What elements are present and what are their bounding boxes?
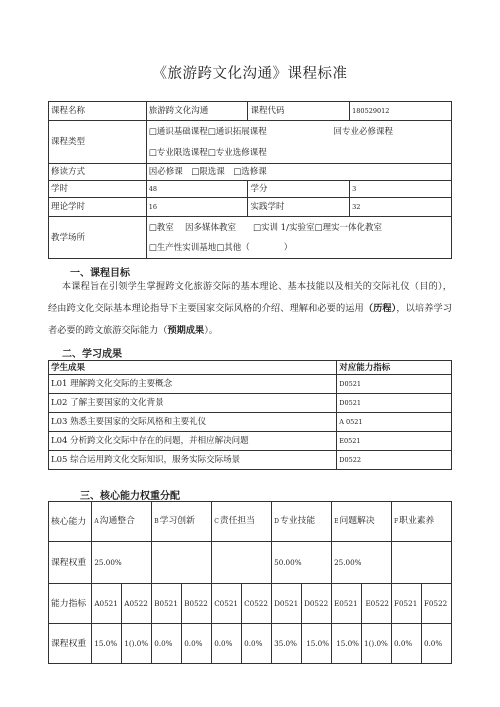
course-info-table	[48, 101, 452, 259]
course-type-label: 课程类型	[49, 121, 147, 164]
indicator-cell: F0522	[421, 584, 451, 624]
weight-f	[391, 542, 451, 584]
weight-detail-cell: 0.0%	[212, 624, 242, 664]
objective-text-d: 预期成果	[167, 325, 205, 336]
outcome-row-text: L04 分析跨文化交际中存在的问题，并相应解决问题	[49, 432, 337, 451]
outcome-row-code: D0522	[337, 451, 452, 470]
indicator-cell: A0521	[92, 584, 122, 624]
course-weight-detail-label: 课程权重	[49, 624, 92, 664]
core-ability-weight-table	[48, 501, 452, 664]
indicator-cell: D0521	[272, 584, 302, 624]
weight-detail-cell: 0.0%	[152, 624, 182, 664]
objective-text-c: ，以培养学习者必要的跨文旅游交际能力（	[48, 303, 453, 336]
ability-c	[212, 502, 272, 542]
weight-detail-cell: 1().0%	[122, 624, 152, 664]
weight-detail-cell: 0.0%	[421, 624, 451, 664]
section1-heading: 一、课程目标	[70, 268, 130, 279]
objective-text-b: （历程）	[363, 303, 397, 314]
weight-e: 25.00%	[332, 542, 392, 584]
indicator-cell: D0522	[302, 584, 332, 624]
ability-name: 问题解决	[339, 516, 375, 526]
outcome-row-code: A 0521	[337, 413, 452, 432]
section2-heading: 二、学习成果	[62, 349, 122, 360]
weight-detail-cell: 15.0%	[92, 624, 122, 664]
weight-b	[152, 542, 212, 584]
outcome-row-text: L05 综合运用跨文化交际知识，服务实际交际场景	[49, 451, 337, 470]
indicator-cell: A0522	[122, 584, 152, 624]
type-line1b: 回专业必修课程	[333, 126, 393, 137]
outcome-row-code: E0521	[337, 432, 452, 451]
indicator-cell: C0521	[212, 584, 242, 624]
indicator-cell: E0521	[332, 584, 362, 624]
hours-label: 学时	[49, 181, 147, 198]
weight-detail-cell: 0.0%	[182, 624, 212, 664]
weight-d: 50.00%	[272, 542, 332, 584]
weight-detail-cell: 1().0%	[362, 624, 392, 664]
ability-d	[272, 502, 332, 542]
ability-letter: A	[94, 518, 99, 525]
weight-a: 25.00%	[92, 542, 152, 584]
weight-detail-cell: 0.0%	[242, 624, 272, 664]
indicator-cell: E0522	[362, 584, 392, 624]
ability-f	[391, 502, 451, 542]
indicator-cell: C0522	[242, 584, 272, 624]
indicator-cell: B0522	[182, 584, 212, 624]
venue-label: 教学场所	[49, 217, 147, 259]
core-ability-label: 核心能力	[49, 502, 92, 542]
credit-value: 3	[350, 181, 452, 198]
outcomes-col-header: 学生成果	[49, 361, 337, 375]
practice-hours-value: 32	[350, 198, 452, 217]
hours-value: 48	[146, 181, 248, 198]
type-line1: □通识基础课程□通识拓展课程	[148, 126, 267, 137]
practice-hours-label: 实践学时	[248, 198, 350, 217]
ability-letter: C	[214, 518, 219, 525]
credit-label: 学分	[248, 181, 350, 198]
ability-name: 学习创新	[159, 516, 195, 526]
weight-detail-cell: 15.0%	[332, 624, 362, 664]
ability-a	[92, 502, 152, 542]
indicator-col-header: 对应能力指标	[337, 361, 452, 375]
venue-options	[146, 217, 451, 259]
study-mode-options: 因必修课 □限选课 □选修课	[146, 164, 451, 181]
ability-name: 专业技能	[279, 516, 316, 526]
course-name-value: 旅游跨文化沟通	[146, 102, 248, 121]
outcome-row-code: D0521	[337, 394, 452, 413]
indicator-cell: F0521	[391, 584, 421, 624]
ability-letter: D	[274, 518, 279, 525]
theory-hours-value: 16	[146, 198, 248, 217]
course-weight-label: 课程权重	[49, 542, 92, 584]
ability-letter: B	[154, 518, 159, 525]
course-type-options	[146, 121, 451, 164]
outcome-row-code: D0521	[337, 375, 452, 394]
objective-text-e: ）。	[204, 325, 218, 336]
type-line2: □专业限选课程□专业选修课程	[148, 147, 267, 158]
document-title: 《旅游跨文化沟通》课程标准	[152, 66, 348, 82]
venue-line2: □生产性实训基地□其他（ ）	[148, 242, 293, 253]
study-mode-label: 修读方式	[49, 164, 147, 181]
outcome-row-text: L03 熟悉主要国家的交际风格和主要礼仪	[49, 413, 337, 432]
ability-e	[332, 502, 392, 542]
section3-heading: 三、核心能力权重分配	[80, 491, 180, 502]
course-name-label: 课程名称	[49, 102, 147, 121]
weight-detail-cell: 35.0%	[272, 624, 302, 664]
weight-c	[212, 542, 272, 584]
course-code-label: 课程代码	[248, 102, 350, 121]
weight-detail-cell: 15.0%	[302, 624, 332, 664]
ability-indicator-label: 能力指标	[49, 584, 92, 624]
outcome-row-text: L02 了解主要国家的文化背景	[49, 394, 337, 413]
ability-name: 责任担当	[219, 516, 255, 526]
ability-letter: F	[393, 518, 399, 525]
outcome-row-text: L01 理解跨文化交际的主要概念	[49, 375, 337, 394]
ability-b	[152, 502, 212, 542]
ability-name: 职业素养	[399, 516, 435, 526]
indicator-cell: B0521	[152, 584, 182, 624]
objective-text-a: 本课程旨在引领学生掌握跨文化旅游交际的基本理论、基本技能以及相关的交际礼仪（目的），经由跨文化交际基本理论指导下主要国家交际风格的介绍、理解和必要的运用	[48, 281, 452, 314]
venue-line1: □教室 因多媒体教室 □实训 1/实验室□理实一体化教室	[148, 222, 382, 233]
learning-outcomes-table	[48, 360, 452, 470]
weight-detail-cell: 0.0%	[391, 624, 421, 664]
ability-name: 沟通整合	[99, 516, 135, 526]
course-objective-paragraph	[48, 276, 452, 342]
ability-letter: E	[334, 518, 339, 525]
course-code-value: 180529012	[350, 102, 452, 121]
theory-hours-label: 理论学时	[49, 198, 147, 217]
